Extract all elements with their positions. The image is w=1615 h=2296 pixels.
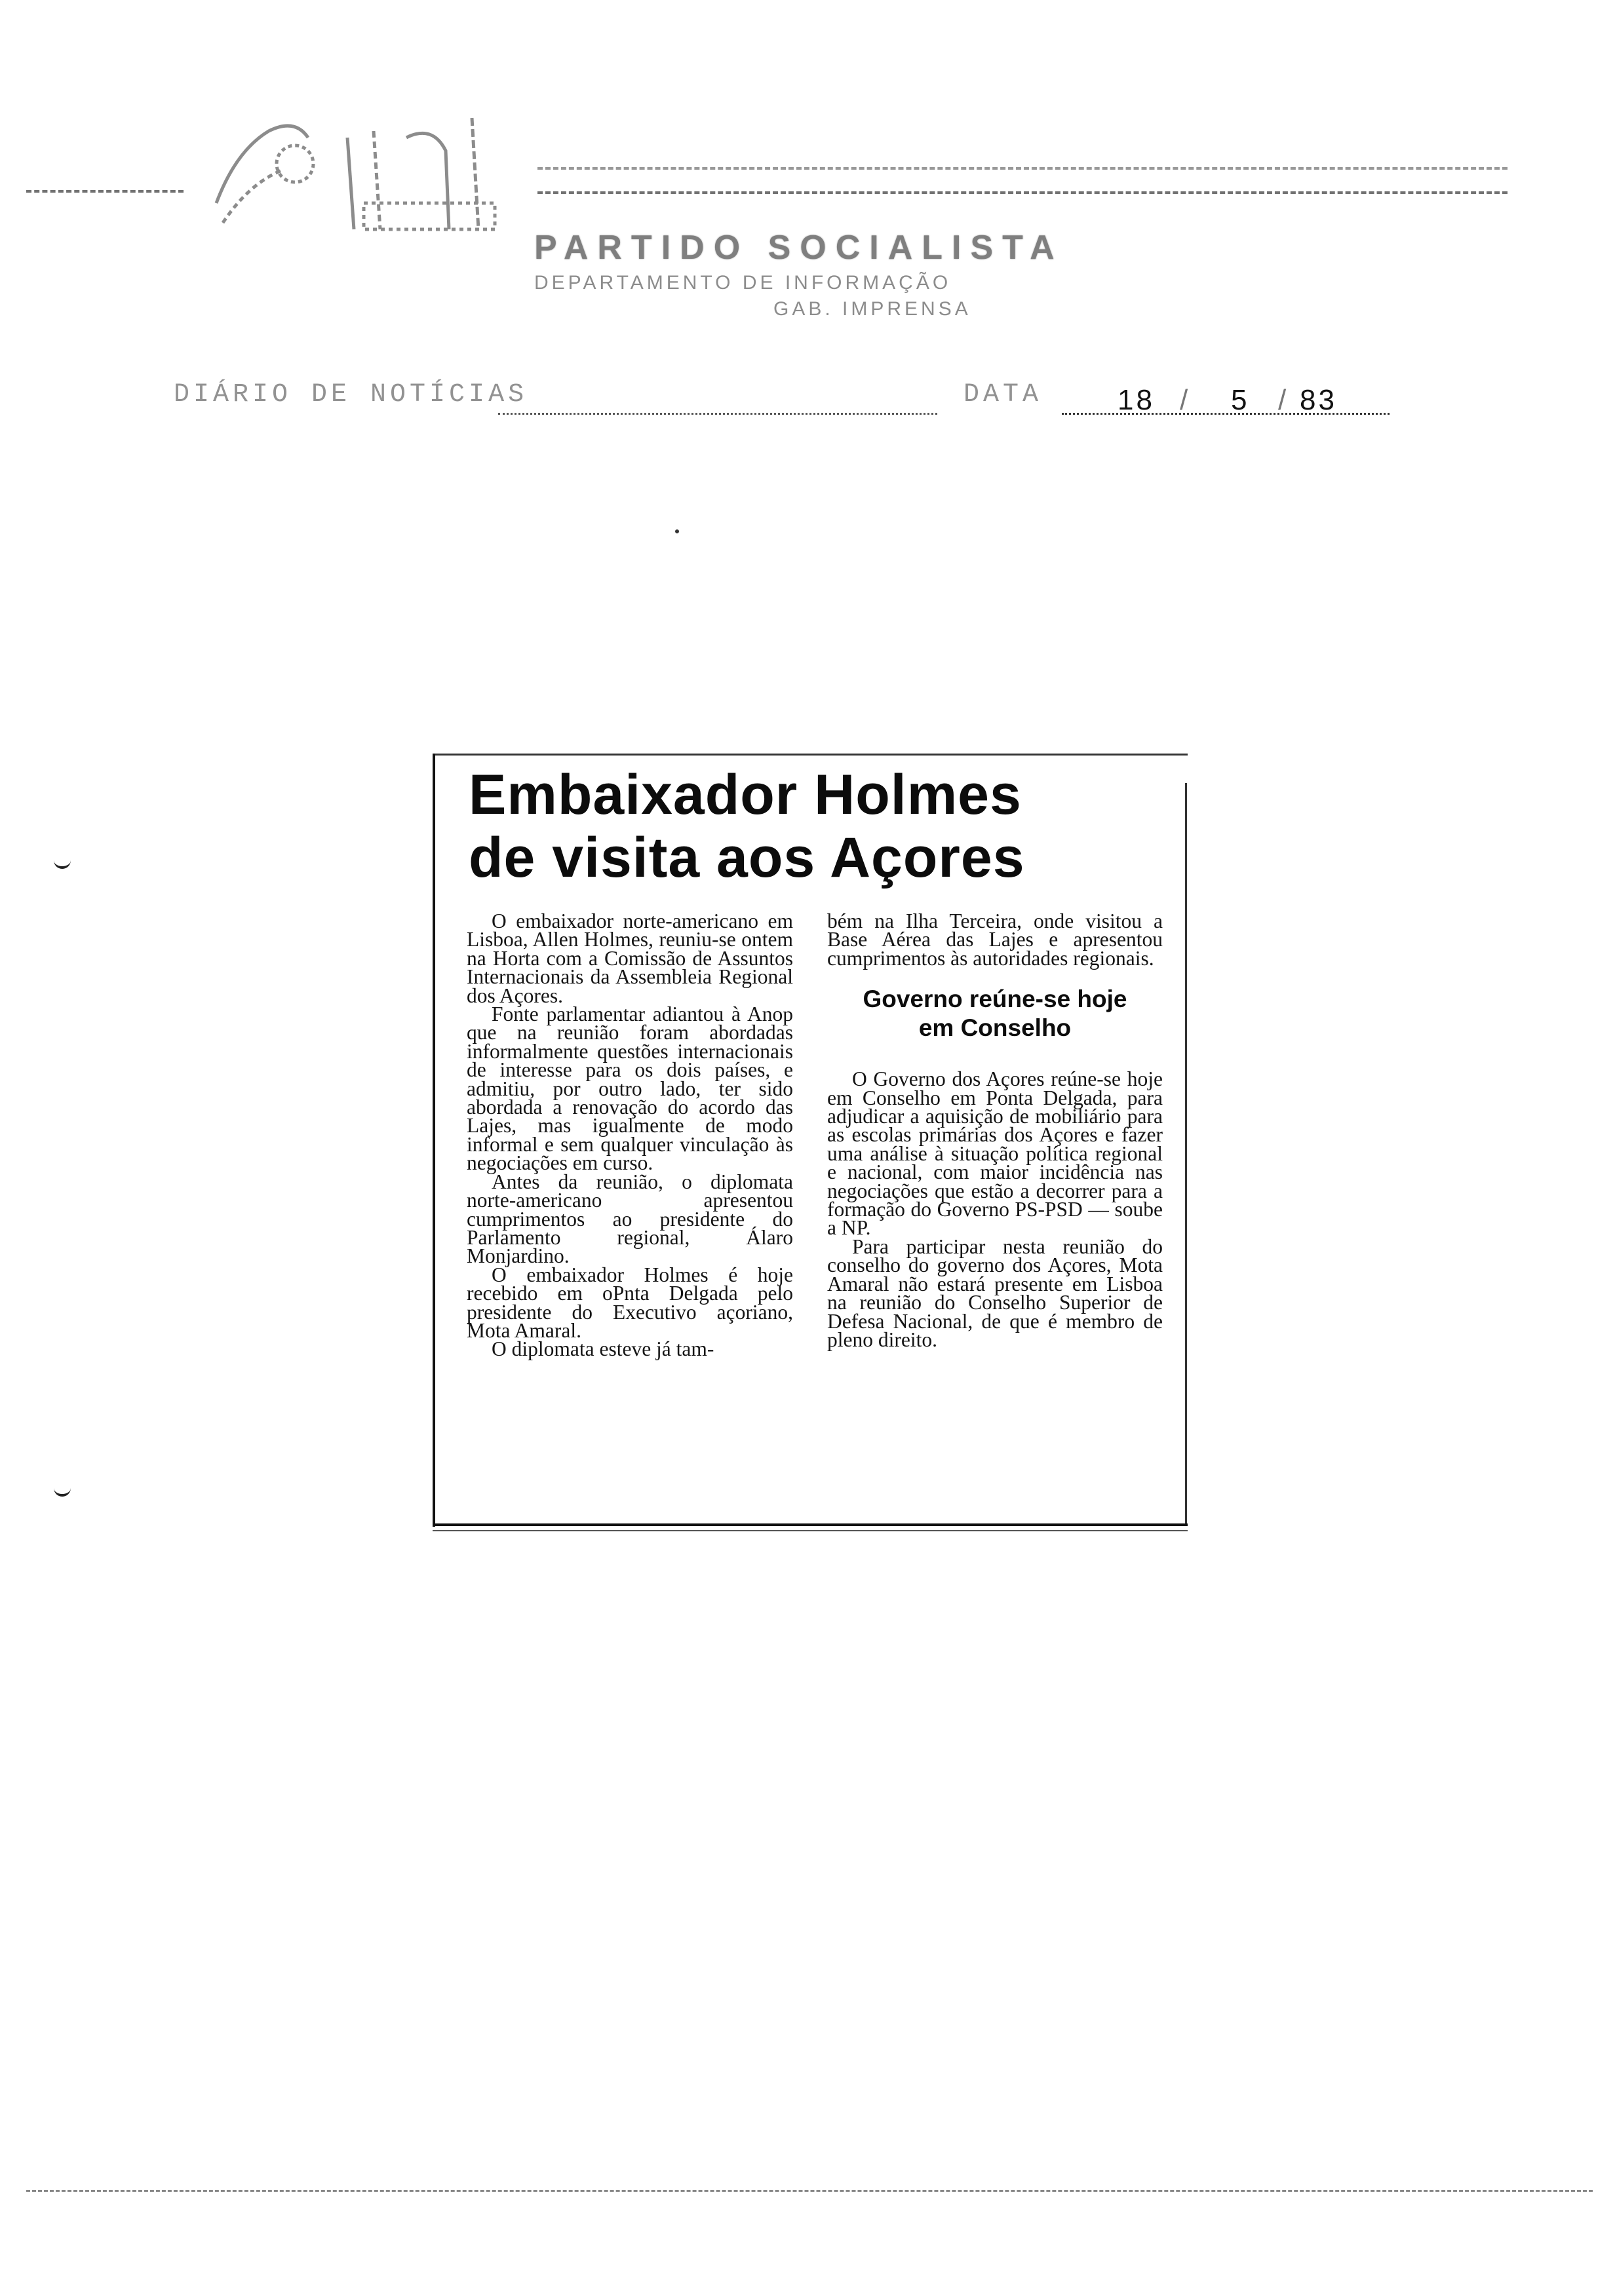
- letterhead-rule-top: [537, 167, 1508, 172]
- publication-underline: [498, 413, 937, 415]
- article-column-2: [827, 909, 1163, 1351]
- headline-line-1: Embaixador Holmes: [469, 763, 1022, 826]
- article-paragraph: Antes da reunião, o diplomata norte-americano apresentou cumprimentos ao presidente do Parlamento regional, Álaro Monjardino.: [467, 1170, 793, 1268]
- article-paragraph: bém na Ilha Terceira, onde visitou a Base Aérea das Lajes e apresentou cumprimentos às autoridades regionais.: [827, 909, 1163, 970]
- subheading-line-1: Governo reúne-se hoje: [863, 985, 1127, 1013]
- clipping-border-right: [1185, 783, 1187, 1523]
- party-logo-icon: [197, 111, 511, 242]
- article-paragraph: Para participar nesta reunião do conselho do governo dos Açores, Mota Amaral não estará presente em Lisboa na reunião do Conselho Superior de Defesa Nacional, de que é membro de pleno direito.: [827, 1234, 1163, 1351]
- date-month: 5: [1231, 384, 1250, 416]
- article-paragraph: O embaixador Holmes é hoje recebido em oPnta Delgada pelo presidente do Executivo açoriano, Mota Amaral.: [467, 1263, 793, 1342]
- letterhead-rule-left: [26, 190, 184, 195]
- article-paragraph: O embaixador norte-americano em Lisboa, Allen Holmes, reuniu-se ontem na Horta com a Comissão de Assuntos Internacionais da Assembleia Regional dos Açores.: [467, 909, 793, 1007]
- department-name: DEPARTAMENTO DE INFORMAÇÃO: [534, 272, 952, 294]
- speck: [675, 529, 679, 533]
- bottom-scan-rule: [26, 2190, 1593, 2192]
- clipping-border-bottom-second: [433, 1530, 1188, 1531]
- date-year: 83: [1300, 384, 1337, 416]
- date-day: 18: [1118, 384, 1155, 416]
- punch-hole-mark: [54, 1480, 71, 1497]
- subheading-line-2: em Conselho: [918, 1014, 1072, 1042]
- article-paragraph: Fonte parlamentar adiantou à Anop que na reunião foram abordadas informalmente questões internacionais de interesse para os dois países, e admitiu, por outro lado, ter sido abordada a renovação do acordo das Lajes, mas igualmente de modo informal e sem qualquer vinculação às negociações em curso.: [467, 1003, 793, 1175]
- press-office: GAB. IMPRENSA: [773, 298, 971, 320]
- letterhead-rule-bottom: [537, 191, 1508, 197]
- punch-hole-mark: [54, 852, 71, 869]
- date-underline: [1062, 413, 1390, 415]
- clipping-border-top: [433, 754, 1188, 756]
- article-column-1: [467, 909, 793, 1361]
- article-paragraph: O diplomata esteve já tam-: [492, 1337, 714, 1361]
- publication-name: DIÁRIO DE NOTÍCIAS: [174, 380, 528, 410]
- date-label: DATA: [963, 380, 1043, 410]
- clipping-border-left: [433, 754, 435, 1527]
- article-paragraph: O Governo dos Açores reúne-se hoje em Conselho em Ponta Delgada, para adjudicar a aquisição de mobiliário para as escolas primárias dos Açores e fazer uma análise à situação política regional e nacional, com maior incidência nas negociações que estão a decorrer para a formação do Governo PS-PSD — soube a NP.: [827, 1067, 1163, 1240]
- clipping-border-bottom: [433, 1523, 1188, 1526]
- party-name: PARTIDO SOCIALISTA: [534, 229, 1064, 267]
- date-separator: /: [1180, 384, 1188, 416]
- article-subheading: [827, 985, 1163, 1043]
- article-headline: [469, 763, 1183, 889]
- headline-line-2: de visita aos Açores: [469, 826, 1025, 889]
- date-separator: /: [1278, 384, 1287, 416]
